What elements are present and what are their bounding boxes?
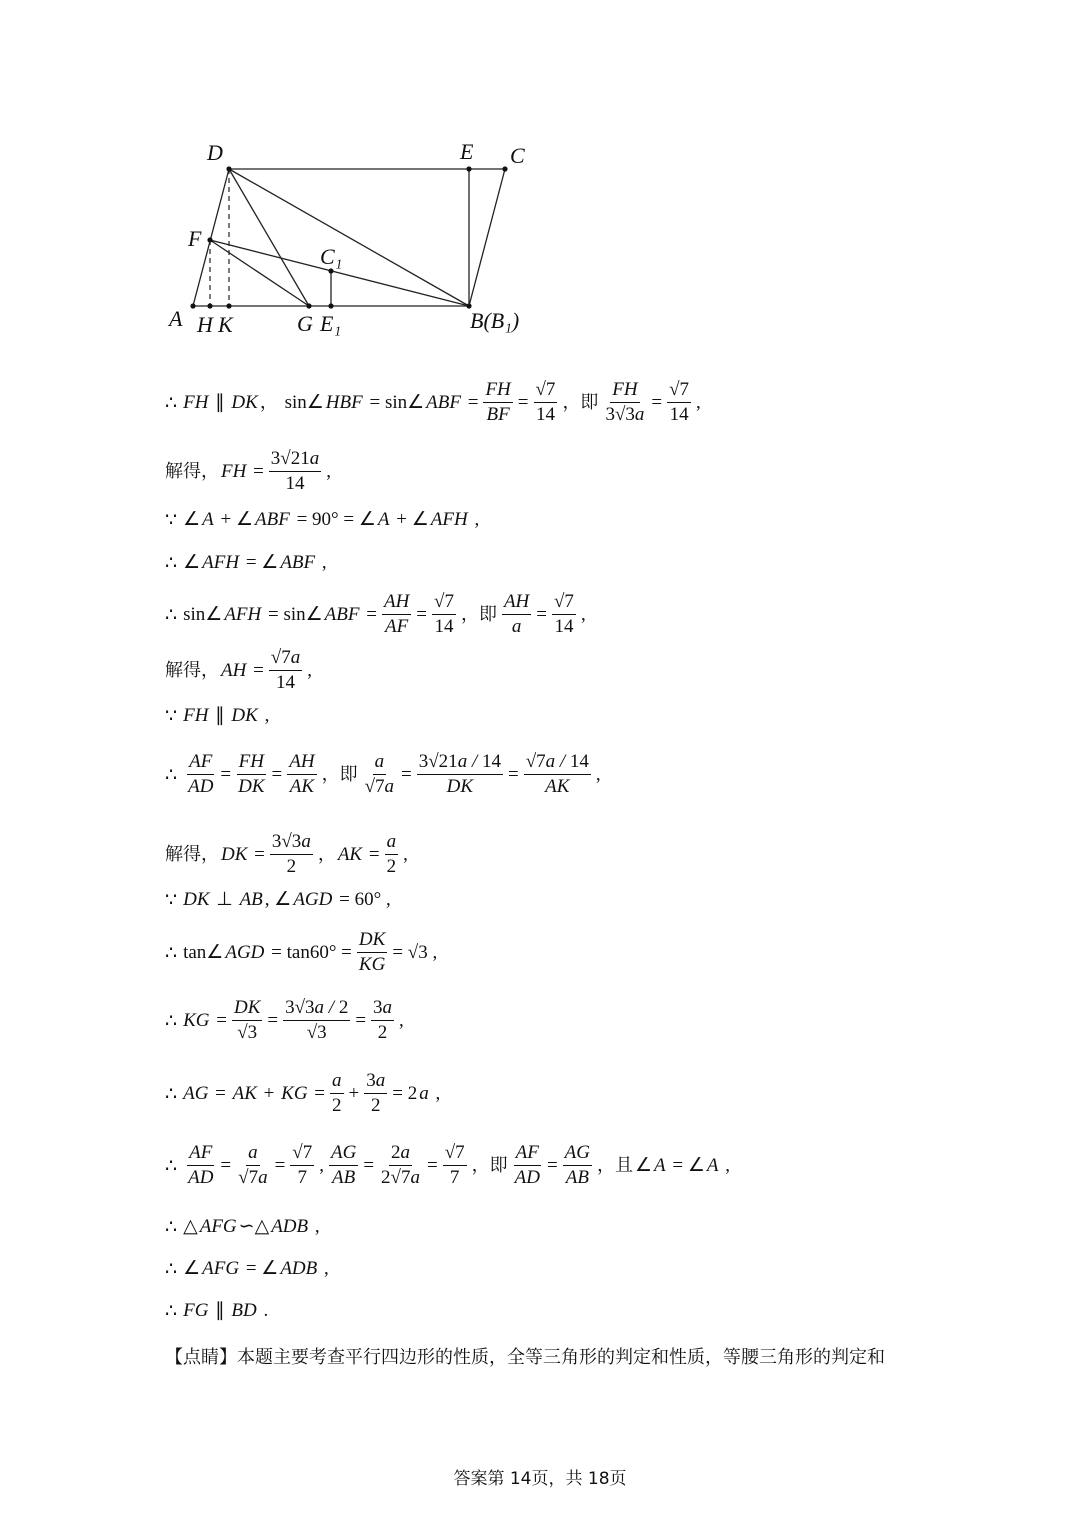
solution-line-11: ∴ tan∠ AGD = tan60° = $\frac{DK}{KG}$ = √3 , — [165, 929, 438, 975]
solution-line-5: ∴ sin∠ AFH = sin∠ ABF = $\frac{AH}{AF}$ = $\frac{√7}{14}$ ，即 $\frac{AH}{a}$ = $\frac{√7}{14}$ , — [165, 591, 586, 637]
solution-line-17: ∴ FG ∥ BD . — [165, 1300, 269, 1322]
label-G: G — [297, 311, 313, 336]
solution-line-7: ∵ FH ∥ DK , — [165, 705, 270, 727]
solution-line-9: 解得， DK = $\frac{3√3a}{2}$ ， AK = $\frac{a}{2}$ , — [165, 831, 408, 877]
solution-line-12: ∴ KG = $\frac{DK}{√3}$ = $\frac{3√3a / 2}{√3}$ = $\frac{3a}{2}$ , — [165, 997, 404, 1043]
solution-line-10: ∵ DK ⊥ AB , ∠ AGD = 60° , — [165, 889, 391, 911]
label-E: E — [460, 139, 474, 164]
solution-line-8: ∴ $\frac{AF}{AD}$ = $\frac{FH}{DK}$ = $\frac{AH}{AK}$ ，即 $\frac{a}{√7a}$ = $\frac{3√21a / 14}{DK}$ = $\frac{√7a / 14}{AK}$ , — [165, 751, 601, 797]
label-A: A — [169, 306, 183, 331]
solution-line-15: ∴ △ AFG ∽△ ADB , — [165, 1216, 320, 1238]
solution-line-14: ∴ $\frac{AF}{AD}$ = $\frac{a}{√7a}$ = $\frac{√7}{7}$ , $\frac{AG}{AB}$ = $\frac{2a}{2√7a}$ = $\frac{√7}{7}$ ，即 $\frac{AF}{AD}$ = $\frac{AG}{AB}$ ，且 ∠ A = ∠ A , — [165, 1142, 731, 1188]
solution-line-2: 解得， FH = $\frac{3√21a}{14}$ , — [165, 448, 331, 494]
solution-line-13: ∴ AG = AK + KG = $\frac{a}{2}$ + $\frac{3a}{2}$ = 2 a , — [165, 1070, 441, 1116]
label-F: F — [188, 226, 202, 251]
solution-line-1: ∴ FH ∥ DK ， sin∠ HBF = sin∠ ABF = $\frac{FH}{BF}$ = $\frac{√7}{14}$ ，即 $\frac{FH}{3√3a}$ = $\frac{√7}{14}$ , — [165, 379, 701, 425]
page-footer: 答案第 14页，共 18页 — [453, 1469, 627, 1489]
solution-line-16: ∴ ∠ AFG = ∠ ADB , — [165, 1258, 329, 1280]
label-K: K — [218, 312, 233, 337]
solution-line-6: 解得， AH = $\frac{√7a}{14}$ , — [165, 647, 312, 693]
solution-line-4: ∴ ∠ AFH = ∠ ABF , — [165, 552, 327, 574]
label-C1: C₁ — [320, 244, 343, 269]
label-D: D — [207, 140, 223, 165]
label-H: H — [197, 312, 213, 337]
label-C: C — [510, 143, 525, 168]
label-E1: E₁ — [320, 311, 342, 336]
solution-line-3: ∵ ∠ A + ∠ ABF = 90° = ∠ A + ∠ AFH , — [165, 509, 480, 531]
label-B: B(B₁) — [470, 308, 520, 333]
geometry-figure — [160, 130, 540, 345]
commentary-note: 【点睛】本题主要考查平行四边形的性质，全等三角形的判定和性质，等腰三角形的判定和 — [165, 1347, 885, 1368]
